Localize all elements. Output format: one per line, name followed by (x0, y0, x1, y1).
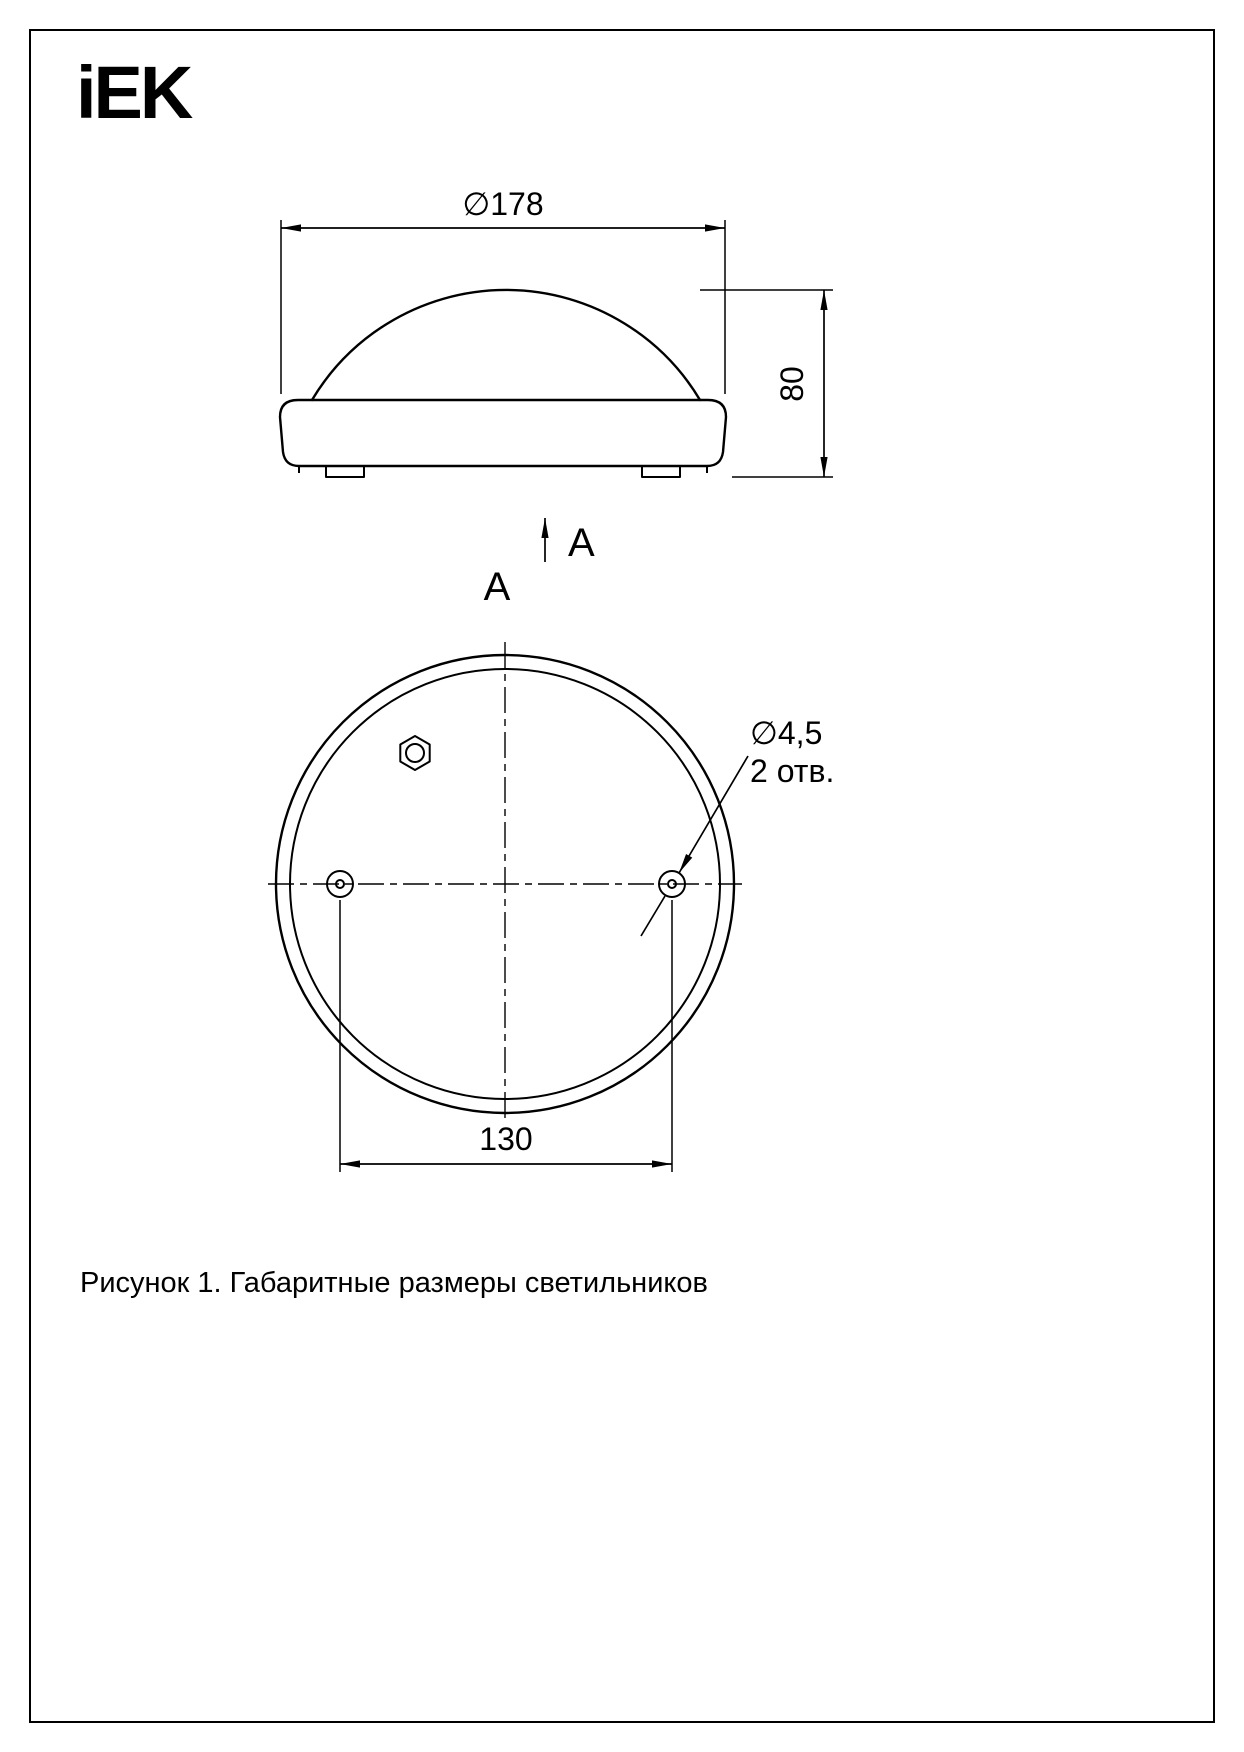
diameter-dim-label: ∅178 (462, 186, 544, 222)
spacing-dim-label: 130 (479, 1121, 533, 1157)
plan-view (268, 565, 834, 1172)
base-flange-outline (280, 400, 726, 466)
page-border (30, 30, 1214, 1722)
plan-section-label: A (483, 565, 511, 609)
iek-logo: iEK (76, 51, 191, 134)
dome-outline (312, 290, 700, 400)
hole-count-label: 2 отв. (750, 753, 835, 789)
gland-nut-hexagon (400, 736, 429, 770)
mount-foot-left (326, 466, 364, 477)
hole-leader-tail (641, 896, 665, 936)
hole-diameter-label: ∅4,5 (750, 715, 823, 751)
side-view (280, 186, 833, 565)
figure-caption: Рисунок 1. Габаритные размеры светильников (80, 1267, 708, 1299)
gland-nut-circle (406, 744, 424, 762)
section-arrow-label: A (568, 521, 595, 565)
height-dim-label: 80 (774, 366, 810, 402)
mount-foot-right (642, 466, 680, 477)
